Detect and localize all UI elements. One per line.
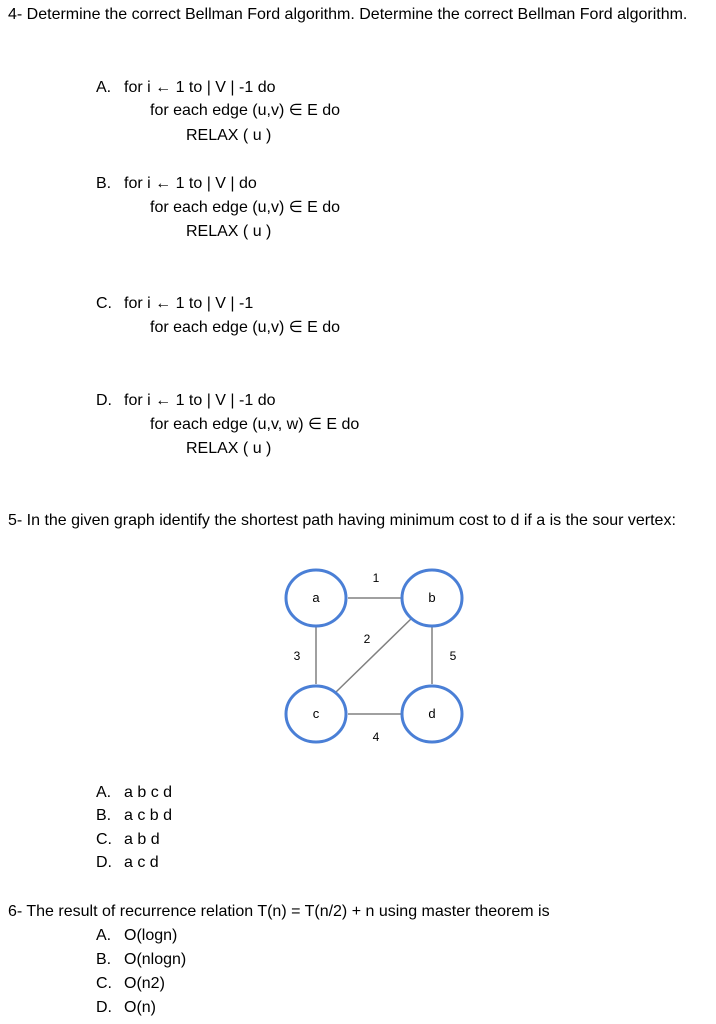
q5-option-c-text: a b d <box>124 831 160 848</box>
q4-option-c-line-2: for each edge (u,v) ∈ E do <box>150 319 341 336</box>
node-label-a: a <box>312 590 320 605</box>
q4-option-d-line-2: for each edge (u,v, w) ∈ E do <box>150 416 360 433</box>
edge-weight-a-b: 1 <box>372 571 380 585</box>
q5-option-a-text: a b c d <box>124 784 173 801</box>
q4-option-d-line-1: for i ← 1 to | V | -1 do <box>124 392 276 409</box>
q6-option-d-text: O(n) <box>124 999 156 1016</box>
q4-option-c-letter: C. <box>96 295 112 312</box>
q4-option-a-line-2: for each edge (u,v) ∈ E do <box>150 102 341 119</box>
q4-option-b-line-3: RELAX ( u ) <box>186 223 272 240</box>
edge-weight-c-d: 4 <box>372 730 380 744</box>
q6-option-c-letter: C. <box>96 975 112 992</box>
question-5-prompt: 5- In the given graph identify the shortest path having minimum cost to d if a is the sour vertex: <box>8 512 676 529</box>
q6-option-d-letter: D. <box>96 999 112 1016</box>
q5-option-d-text: a c d <box>124 854 159 871</box>
edge-weight-a-c: 3 <box>293 649 301 663</box>
node-label-d: d <box>428 706 436 721</box>
q4-option-b-line-1: for i ← 1 to | V | do <box>124 175 257 192</box>
question-4-prompt: 4- Determine the correct Bellman Ford algorithm. Determine the correct Bellman Ford algorithm. <box>8 6 688 23</box>
q4-option-a-letter: A. <box>96 79 112 96</box>
q5-option-c-letter: C. <box>96 831 112 848</box>
q4-option-a-line-1: for i ← 1 to | V | -1 do <box>124 79 276 96</box>
q5-option-a-letter: A. <box>96 784 112 801</box>
q4-option-d-letter: D. <box>96 392 112 409</box>
q5-option-d-letter: D. <box>96 854 112 871</box>
q6-option-b-text: O(nlogn) <box>124 951 187 968</box>
edge-c-b <box>336 616 414 692</box>
edge-weight-b-d: 5 <box>449 649 457 663</box>
q5-option-b-text: a c b d <box>124 807 173 824</box>
q5-option-b-letter: B. <box>96 807 112 824</box>
q4-option-c-line-1: for i ← 1 to | V | -1 <box>124 295 254 312</box>
q4-option-b-line-2: for each edge (u,v) ∈ E do <box>150 199 341 216</box>
question-6-prompt: 6- The result of recurrence relation T(n) = T(n/2) + n using master theorem is <box>8 903 550 920</box>
weighted-graph <box>270 560 490 750</box>
q4-option-d-line-3: RELAX ( u ) <box>186 440 272 457</box>
q6-option-a-letter: A. <box>96 927 112 944</box>
q4-option-a-line-3: RELAX ( u ) <box>186 127 272 144</box>
node-label-c: c <box>312 706 320 721</box>
q4-option-b-letter: B. <box>96 175 112 192</box>
edge-weight-c-b: 2 <box>363 632 371 646</box>
node-label-b: b <box>428 590 436 605</box>
q6-option-b-letter: B. <box>96 951 112 968</box>
q6-option-c-text: O(n2) <box>124 975 165 992</box>
q6-option-a-text: O(logn) <box>124 927 178 944</box>
